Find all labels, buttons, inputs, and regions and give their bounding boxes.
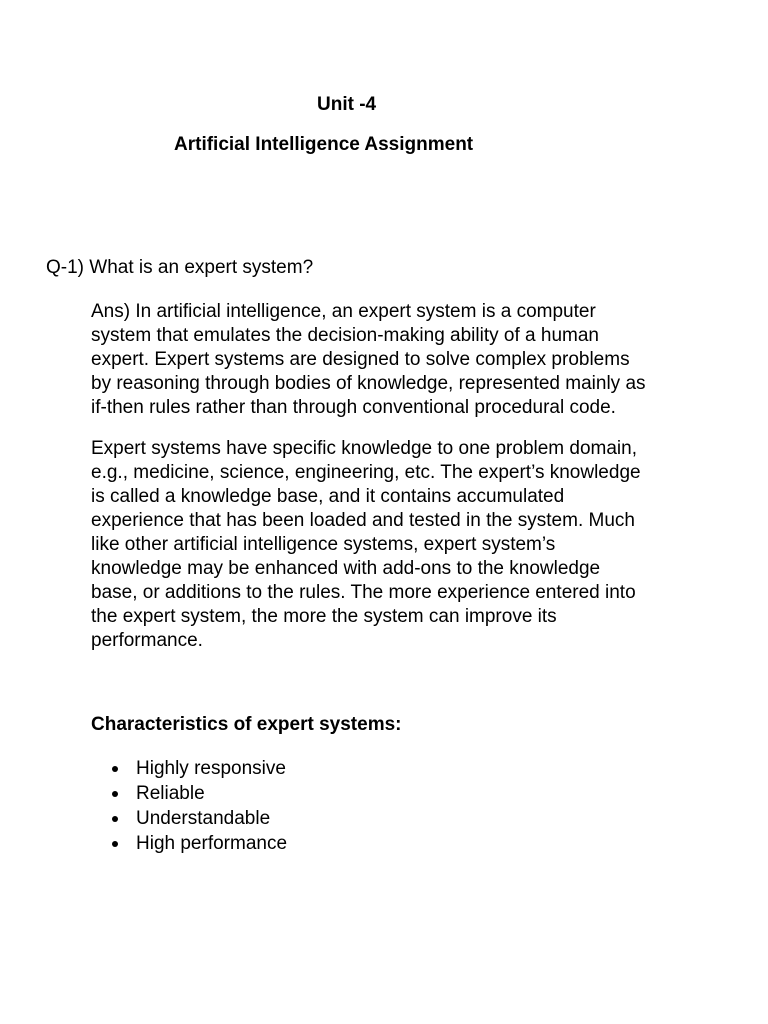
text-line: the expert system, the more the system can improve its bbox=[91, 606, 557, 627]
assignment-title: Artificial Intelligence Assignment bbox=[174, 134, 474, 155]
list-item-label: High performance bbox=[136, 833, 288, 854]
unit-heading: Unit -4 bbox=[317, 94, 377, 115]
text-line: experience that has been loaded and tested in the system. Much bbox=[91, 510, 635, 531]
list-item bbox=[110, 831, 287, 856]
characteristics-list bbox=[110, 756, 287, 856]
text-line: if-then rules rather than through conventional procedural code. bbox=[91, 397, 616, 418]
text-line: performance. bbox=[91, 630, 203, 651]
list-item bbox=[110, 806, 287, 831]
text-line: like other artificial intelligence systems, expert system’s bbox=[91, 534, 556, 555]
bullet-icon bbox=[112, 766, 118, 772]
text-line: Expert systems have specific knowledge to one problem domain, bbox=[91, 438, 637, 459]
text-line: is called a knowledge base, and it contains accumulated bbox=[91, 486, 565, 507]
text-line: expert. Expert systems are designed to solve complex problems bbox=[91, 349, 630, 370]
text-line: by reasoning through bodies of knowledge, represented mainly as bbox=[91, 373, 646, 394]
text-line: system that emulates the decision-making ability of a human bbox=[91, 325, 599, 346]
answer-paragraph-1 bbox=[91, 300, 691, 420]
bullet-icon bbox=[112, 816, 118, 822]
list-item-label: Understandable bbox=[136, 808, 271, 829]
bullet-icon bbox=[112, 791, 118, 797]
question-label: Q-1) What is an expert system? bbox=[46, 257, 314, 278]
list-item bbox=[110, 781, 287, 806]
list-item-label: Highly responsive bbox=[136, 758, 286, 779]
text-line: base, or additions to the rules. The more experience entered into bbox=[91, 582, 636, 603]
characteristics-heading: Characteristics of expert systems: bbox=[91, 714, 402, 735]
answer-paragraph-2 bbox=[91, 437, 691, 653]
list-item-label: Reliable bbox=[136, 783, 205, 804]
text-line: Ans) In artificial intelligence, an expert system is a computer bbox=[91, 301, 596, 322]
bullet-icon bbox=[112, 841, 118, 847]
text-line: knowledge may be enhanced with add-ons to the knowledge bbox=[91, 558, 601, 579]
text-line: e.g., medicine, science, engineering, etc. The expert’s knowledge bbox=[91, 462, 641, 483]
list-item bbox=[110, 756, 287, 781]
